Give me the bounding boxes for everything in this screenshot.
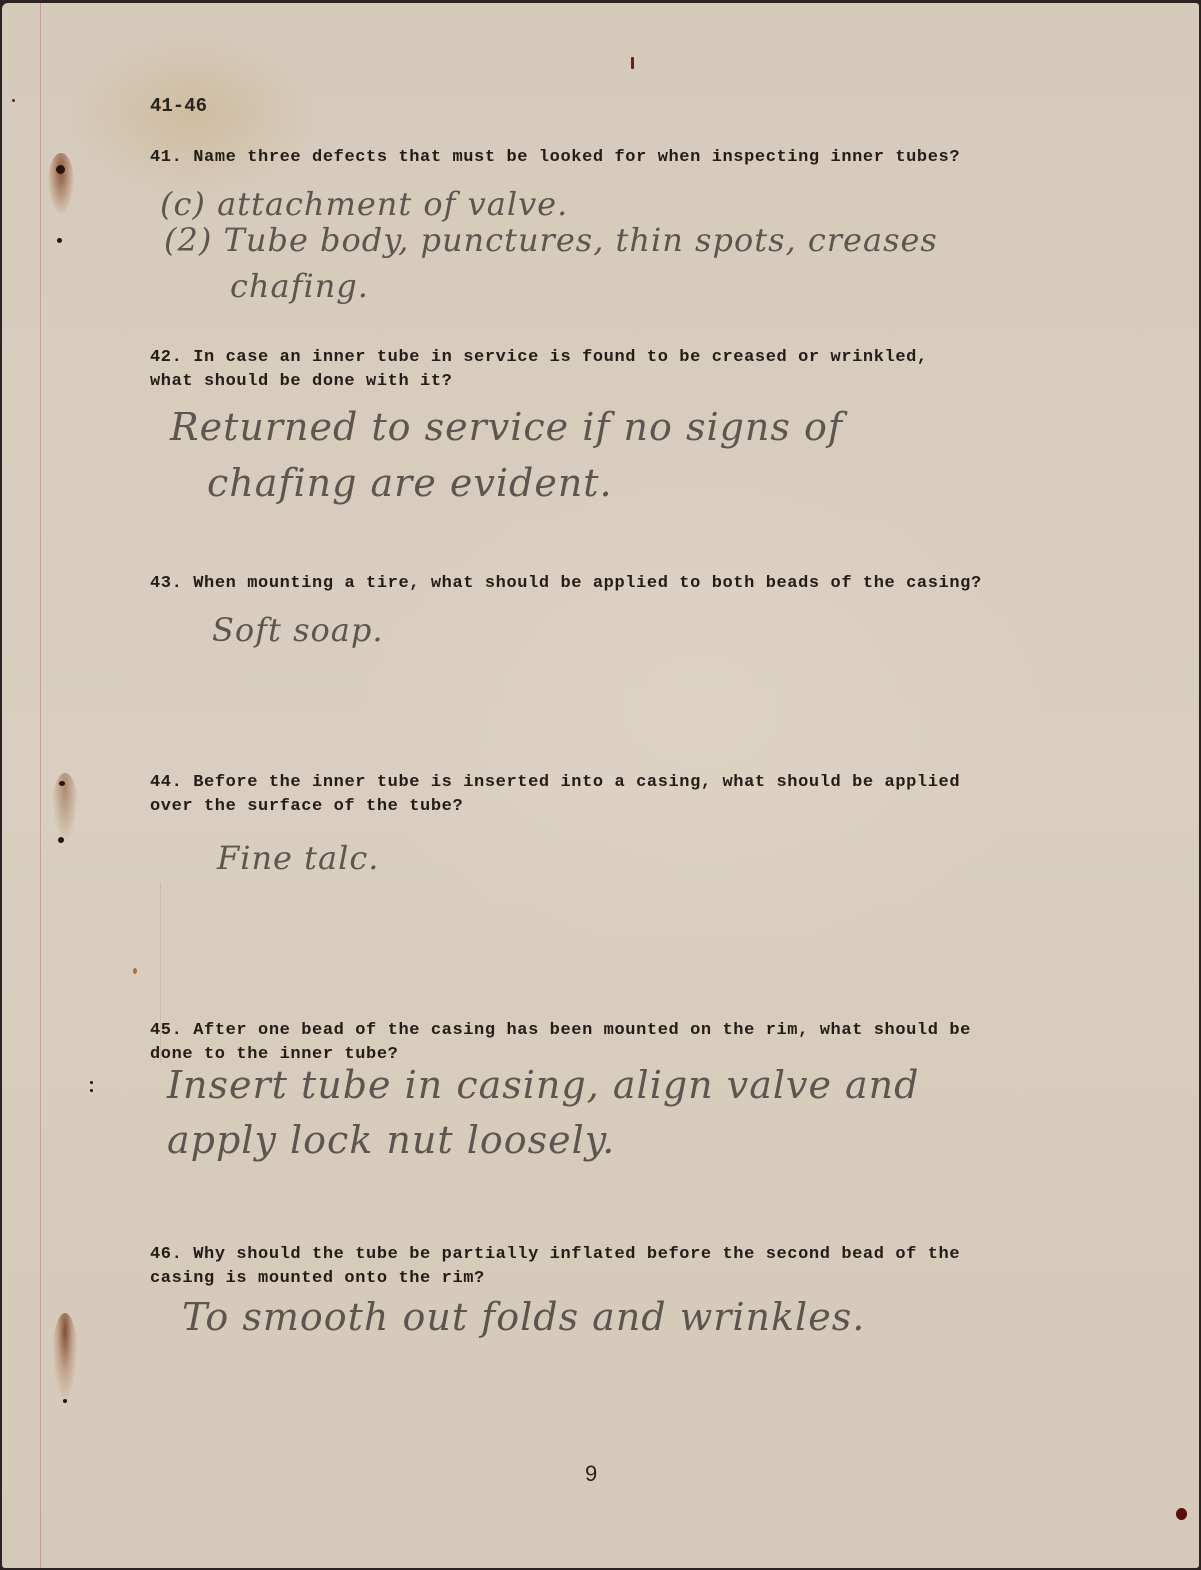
rust-dot: [63, 1399, 67, 1403]
rust-dot: [59, 781, 65, 786]
answer-46: To smooth out folds and wrinkles.: [182, 1295, 866, 1339]
rust-stain: [52, 773, 78, 843]
ink-mark: [631, 57, 634, 69]
question-text: After one bead of the casing has been mounted on the rim, what should be: [193, 1021, 971, 1040]
rust-dot: [12, 99, 15, 102]
answer-41-line-2: (2) Tube body, punctures, thin spots, creases: [164, 221, 938, 259]
question-41: [150, 146, 960, 170]
question-number: 42.: [150, 348, 183, 367]
question-number: 45.: [150, 1021, 183, 1040]
answer-41-line-1: (c) attachment of valve.: [160, 185, 569, 223]
question-42-line-2: what should be done with it?: [150, 372, 453, 391]
margin-rule-line: [40, 3, 41, 1568]
question-44-line-2: over the surface of the tube?: [150, 797, 464, 816]
question-number: 44.: [150, 773, 183, 792]
question-text: Why should the tube be partially inflated before the second bead of the: [193, 1245, 961, 1264]
answer-45-line-2: apply lock nut loosely.: [167, 1118, 616, 1162]
answer-42-line-1: Returned to service if no signs of: [170, 405, 843, 449]
rust-dot: [58, 837, 64, 843]
question-text: In case an inner tube in service is found to be creased or wrinkled,: [193, 348, 928, 367]
answer-42-line-2: chafing are evident.: [207, 461, 613, 505]
question-43: [150, 572, 982, 596]
question-45: [150, 1019, 971, 1043]
rust-stain: [52, 1313, 78, 1403]
question-number: 43.: [150, 574, 183, 593]
answer-41-line-3: chafing.: [230, 267, 369, 305]
question-42: [150, 346, 928, 370]
question-44: [150, 771, 960, 795]
rust-dot: [56, 165, 65, 174]
question-text: Before the inner tube is inserted into a casing, what should be applied: [193, 773, 961, 792]
document-page: [2, 3, 1199, 1568]
question-text: When mounting a tire, what should be applied to both beads of the casing?: [193, 574, 982, 593]
rust-dot: [90, 1081, 93, 1084]
section-range: 41-46: [150, 95, 208, 117]
rust-dot: [1176, 1508, 1187, 1520]
page-number: 9: [585, 1461, 598, 1486]
question-45-line-2: done to the inner tube?: [150, 1045, 399, 1064]
rust-dot: [133, 968, 137, 974]
rust-dot: [57, 238, 62, 243]
question-text: Name three defects that must be looked for when inspecting inner tubes?: [193, 148, 961, 167]
question-46-line-2: casing is mounted onto the rim?: [150, 1269, 485, 1288]
question-number: 46.: [150, 1245, 183, 1264]
question-46: [150, 1243, 960, 1267]
rust-dot: [90, 1089, 93, 1092]
answer-44: Fine talc.: [217, 839, 380, 877]
answer-43: Soft soap.: [212, 611, 384, 649]
question-number: 41.: [150, 148, 183, 167]
answer-45-line-1: Insert tube in casing, align valve and: [167, 1063, 920, 1107]
rust-stain: [48, 153, 74, 213]
